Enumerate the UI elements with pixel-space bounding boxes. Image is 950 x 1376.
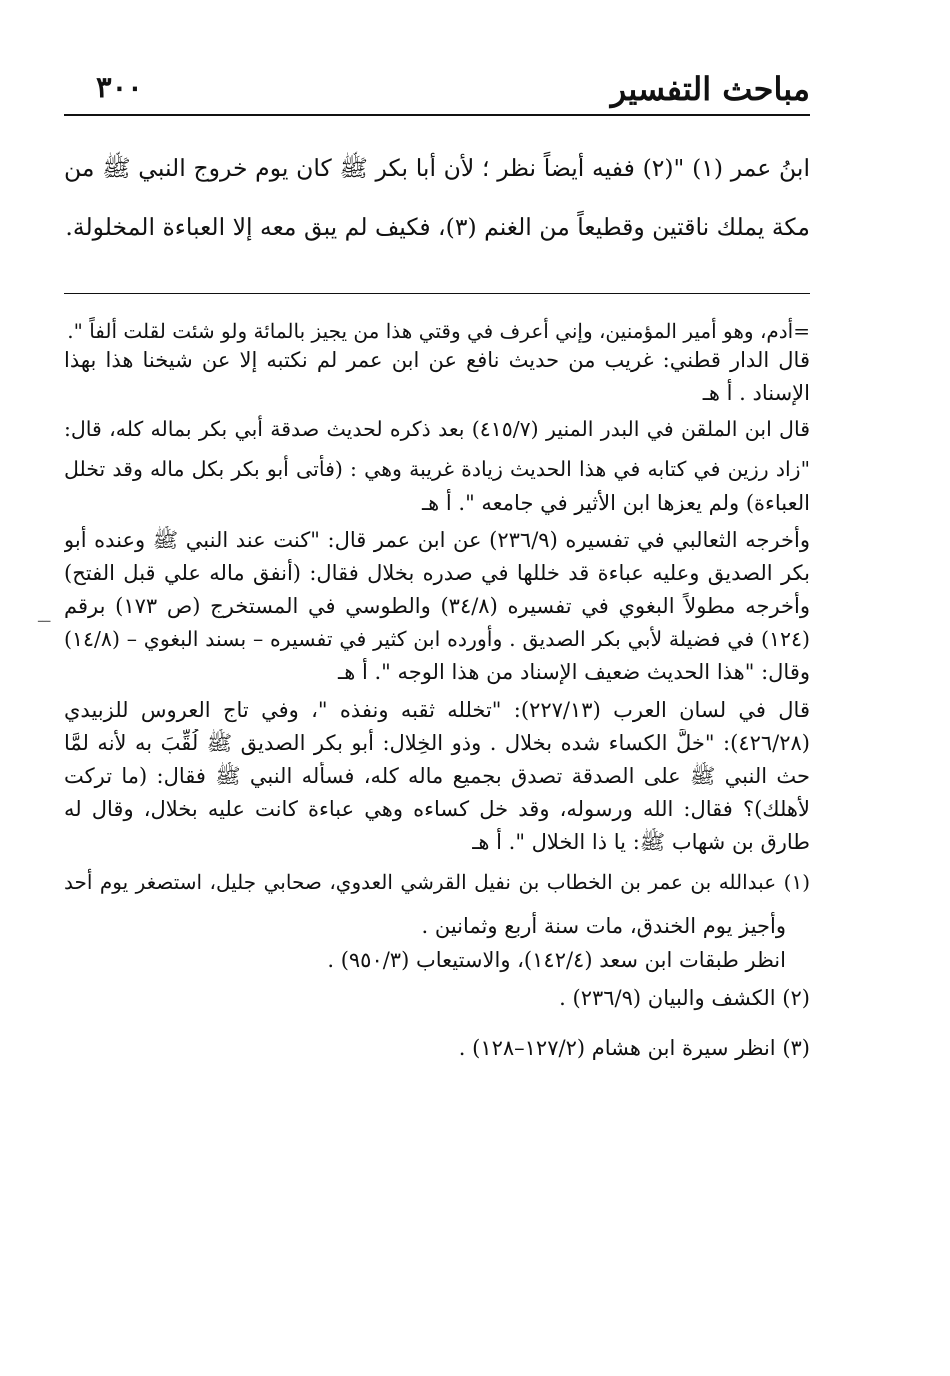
footnote-2: (٢) الكشف والبيان (٢٣٦/٩) .	[559, 986, 810, 1010]
note-line: لأهلك)؟ فقال: الله ورسوله، وقد خل كساءه وهي عباءة كانت عليه بخلال، وقال له	[64, 797, 810, 821]
note-line: قال ابن الملقن في البدر المنير (٤١٥/٧) بعد ذكره لحديث صدقة أبي بكر بماله كله، قال:	[64, 417, 810, 441]
footnote-1-line: (١) عبدالله بن عمر بن الخطاب بن نفيل القرشي العدوي، صحابي جليل، استصغر يوم أحد	[64, 870, 810, 894]
margin-mark: ـــ	[38, 610, 51, 626]
note-line: وأخرجه الثعالبي في تفسيره (٢٣٦/٩) عن ابن عمر قال: "كنت عند النبي ﷺ وعنده أبو	[64, 528, 810, 552]
note-line: وقال: "هذا الحديث ضعيف الإسناد من هذا الوجه ". أ هـ	[338, 660, 810, 684]
note-line: حث النبي ﷺ على الصدقة تصدق بجميع ماله كله، فسأله النبي ﷺ فقال: (ما تركت	[64, 764, 810, 788]
footnote-1-line: انظر طبقات ابن سعد (١٤٢/٤)، والاستيعاب (٩٥٠/٣) .	[327, 948, 786, 972]
header-rule	[64, 114, 810, 116]
footnotes-area	[64, 317, 810, 1064]
footnote-3: (٣) انظر سيرة ابن هشام (١٢٧/٢–١٢٨) .	[458, 1036, 810, 1060]
note-line: بكر الصديق وعليه عباءة قد خللها في صدره بخلال فقال: (أنفق ماله علي قبل الفتح)	[64, 561, 810, 585]
note-line: قال الدار قطني: غريب من حديث نافع عن ابن عمر لم نكتبه إلا عن شيخنا هذا بهذا	[64, 348, 810, 372]
note-line: قال في لسان العرب (٢٢٧/١٣): "تخلله ثقبه ونفذه "، وفي تاج العروس للزبيدي	[64, 698, 810, 722]
main-text-line: مكة يملك ناقتين وقطيعاً من الغنم (٣)، فكيف لم يبق معه إلا العباءة المخلولة.	[65, 213, 810, 241]
page-number: ٣٠٠	[96, 70, 143, 104]
note-line: طارق بن شهاب ﷺ: يا ذا الخلال ". أ هـ	[472, 830, 810, 854]
running-title: مباحث التفسير	[610, 70, 810, 108]
note-line: الإسناد . أ هـ	[702, 381, 810, 405]
note-line: (١٢٤) في فضيلة لأبي بكر الصديق . وأورده ابن كثير في تفسيره – بسند البغوي – (١٤/٨)	[64, 627, 810, 651]
footnote-1-line: وأجيز يوم الخندق، مات سنة أربع وثمانين .	[421, 914, 786, 938]
note-line: العباءة) ولم يعزها ابن الأثير في جامعه ". أ هـ	[422, 491, 810, 515]
note-line: =أدم، وهو أمير المؤمنين، وإني أعرف في وقتي هذا من يجيز بالمائة ولو شئت لقلت ألفاً ".	[67, 319, 810, 343]
main-text-line: ابنُ عمر (١) "(٢) ففيه أيضاً نظر ؛ لأن أبا بكر ﷺ كان يوم خروج النبي ﷺ من	[64, 154, 810, 182]
main-text	[64, 148, 810, 266]
note-line: (٤٢٦/٢٨): "خلَّ الكساء شده بخلال . وذو الخِلال: أبو بكر الصديق ﷺ لُقِّبَ به لأنه لمَّا	[64, 731, 810, 755]
footnote-separator	[64, 293, 810, 294]
note-line: "زاد رزين في كتابه في هذا الحديث زيادة غريبة وهي : (فأتى أبو بكر بكل ماله وقد تخلل	[64, 457, 810, 481]
note-line: وأخرجه مطولاً البغوي في تفسيره (٣٤/٨) والطوسي في المستخرج (ص ١٧٣) برقم	[64, 594, 810, 618]
